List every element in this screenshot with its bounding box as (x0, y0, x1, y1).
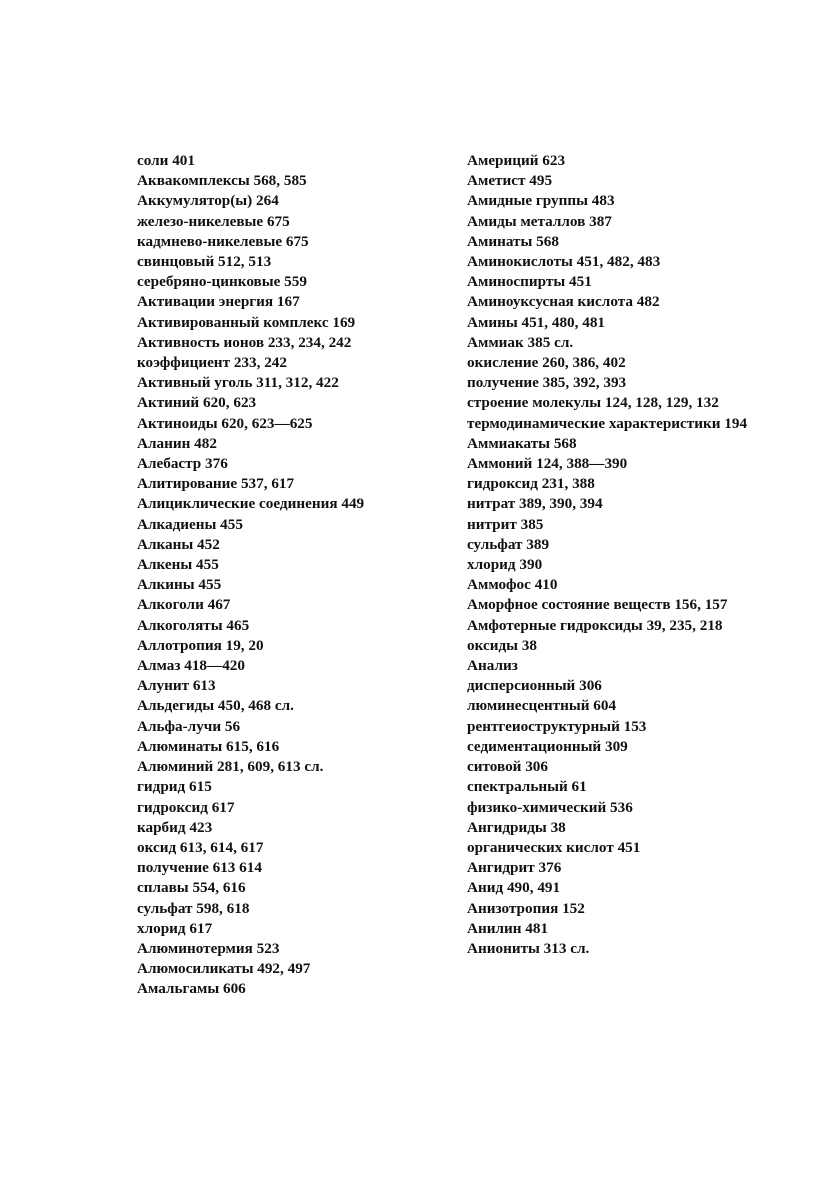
index-entry: коэффициент 233, 242 (137, 354, 287, 372)
index-entry: Актиноиды 620, 623—625 (137, 414, 313, 432)
index-entry: Аммиак 385 сл. (467, 333, 574, 351)
index-entry: Анизотропия 152 (467, 899, 585, 917)
index-entry: хлорид 390 (467, 556, 543, 574)
index-entry: строение молекулы 124, 128, 129, 132 (467, 394, 719, 412)
index-entry: Актиний 620, 623 (137, 394, 257, 412)
index-entry: Алюмосиликаты 492, 497 (137, 960, 311, 978)
index-entry: нитрит 385 (467, 515, 544, 533)
index-entry: спектральный 61 (467, 778, 587, 796)
index-entry: ситовой 306 (467, 758, 548, 776)
index-entry: хлорид 617 (137, 919, 213, 937)
index-entry: Активность ионов 233, 234, 242 (137, 333, 352, 351)
index-entry: Алициклические соединения 449 (137, 495, 365, 513)
index-entry: Аминокислоты 451, 482, 483 (467, 253, 661, 271)
index-entry: физико-химический 536 (467, 798, 633, 816)
index-entry: Алканы 452 (137, 535, 220, 553)
index-entry: Аланин 482 (137, 434, 217, 452)
index-entry: Алмаз 418—420 (137, 657, 245, 675)
index-entry: Алкоголи 467 (137, 596, 231, 614)
index-entry: Алюминаты 615, 616 (137, 737, 280, 755)
index-entry: Алюминотермия 523 (137, 939, 280, 957)
index-entry: Аквакомплексы 568, 585 (137, 172, 307, 190)
index-entry: получение 613 614 (137, 859, 262, 877)
index-entry: Аминоуксусная кислота 482 (467, 293, 660, 311)
index-entry: Амальгамы 606 (137, 980, 246, 998)
index-entry: Алкины 455 (137, 576, 222, 594)
index-entry: соли 401 (137, 152, 195, 169)
index-entry: дисперсионный 306 (467, 677, 602, 695)
index-entry: Алунит 613 (137, 677, 216, 695)
index-entry: Аниониты 313 сл. (467, 939, 590, 957)
index-entry: Аминаты 568 (467, 232, 559, 250)
index-entry: Аллотропия 19, 20 (137, 636, 264, 654)
index-entry: Активации энергия 167 (137, 293, 300, 311)
index-entry: Активный уголь 311, 312, 422 (137, 374, 339, 392)
index-column-left (137, 151, 447, 1000)
index-entry: свинцовый 512, 513 (137, 253, 272, 271)
index-entry: Ангидрит 376 (467, 859, 562, 877)
index-entry: Аммиакаты 568 (467, 434, 577, 452)
index-entry: кадмнево-никелевые 675 (137, 232, 309, 250)
index-entry: серебряно-цинковые 559 (137, 273, 307, 291)
index-entry: оксиды 38 (467, 636, 537, 654)
index-entry: нитрат 389, 390, 394 (467, 495, 603, 513)
index-entry: Алкены 455 (137, 556, 219, 574)
index-entry: Алитирование 537, 617 (137, 475, 295, 493)
index-entry: Амины 451, 480, 481 (467, 313, 606, 331)
index-entry: Амидные группы 483 (467, 192, 615, 210)
index-entry: гидрид 615 (137, 778, 212, 796)
index-entry: рентгеиоструктурный 153 (467, 717, 647, 735)
index-entry: получение 385, 392, 393 (467, 374, 627, 392)
index-entry: Алкадиены 455 (137, 515, 243, 533)
index-entry: Амиды металлов 387 (467, 212, 612, 230)
index-entry: Алебастр 376 (137, 455, 228, 473)
index-entry: оксид 613, 614, 617 (137, 838, 264, 856)
index-entry: Амфотерные гидроксиды 39, 235, 218 (467, 616, 723, 634)
index-entry: Аморфное состояние веществ 156, 157 (467, 596, 728, 614)
index-entry: Алкоголяты 465 (137, 616, 250, 634)
index-entry: Аммоний 124, 388—390 (467, 455, 628, 473)
index-entry: гидроксид 617 (137, 798, 235, 816)
index-entry: сплавы 554, 616 (137, 879, 246, 897)
index-entry: Активированный комплекс 169 (137, 313, 356, 331)
index-column-right (467, 151, 757, 959)
index-entry: люминесцентный 604 (467, 697, 617, 715)
index-entry: Ангидриды 38 (467, 818, 566, 836)
index-entry: Аккумулятор(ы) 264 (137, 192, 279, 210)
index-entry: термодинамические характеристики 194 (467, 414, 748, 432)
index-entry: окисление 260, 386, 402 (467, 354, 626, 372)
index-entry: гидроксид 231, 388 (467, 475, 595, 493)
index-entry: Аминоспирты 451 (467, 273, 592, 291)
index-entry: Анид 490, 491 (467, 879, 561, 897)
index-entry: Альфа-лучи 56 (137, 717, 241, 735)
index-entry: органических кислот 451 (467, 838, 641, 856)
index-entry: Аметист 495 (467, 172, 553, 190)
index-entry: седиментационный 309 (467, 737, 628, 755)
index-entry: Алюминий 281, 609, 613 сл. (137, 758, 324, 776)
index-entry: Альдегиды 450, 468 сл. (137, 697, 294, 715)
index-entry: Анализ (467, 657, 518, 675)
index-entry: Аммофос 410 (467, 576, 558, 594)
index-entry: карбид 423 (137, 818, 213, 836)
index-entry: сульфат 389 (467, 535, 550, 553)
index-entry: железо-никелевые 675 (137, 212, 290, 230)
index-entry: сульфат 598, 618 (137, 899, 250, 917)
index-entry: Анилин 481 (467, 919, 549, 937)
index-entry: Америций 623 (467, 152, 566, 169)
